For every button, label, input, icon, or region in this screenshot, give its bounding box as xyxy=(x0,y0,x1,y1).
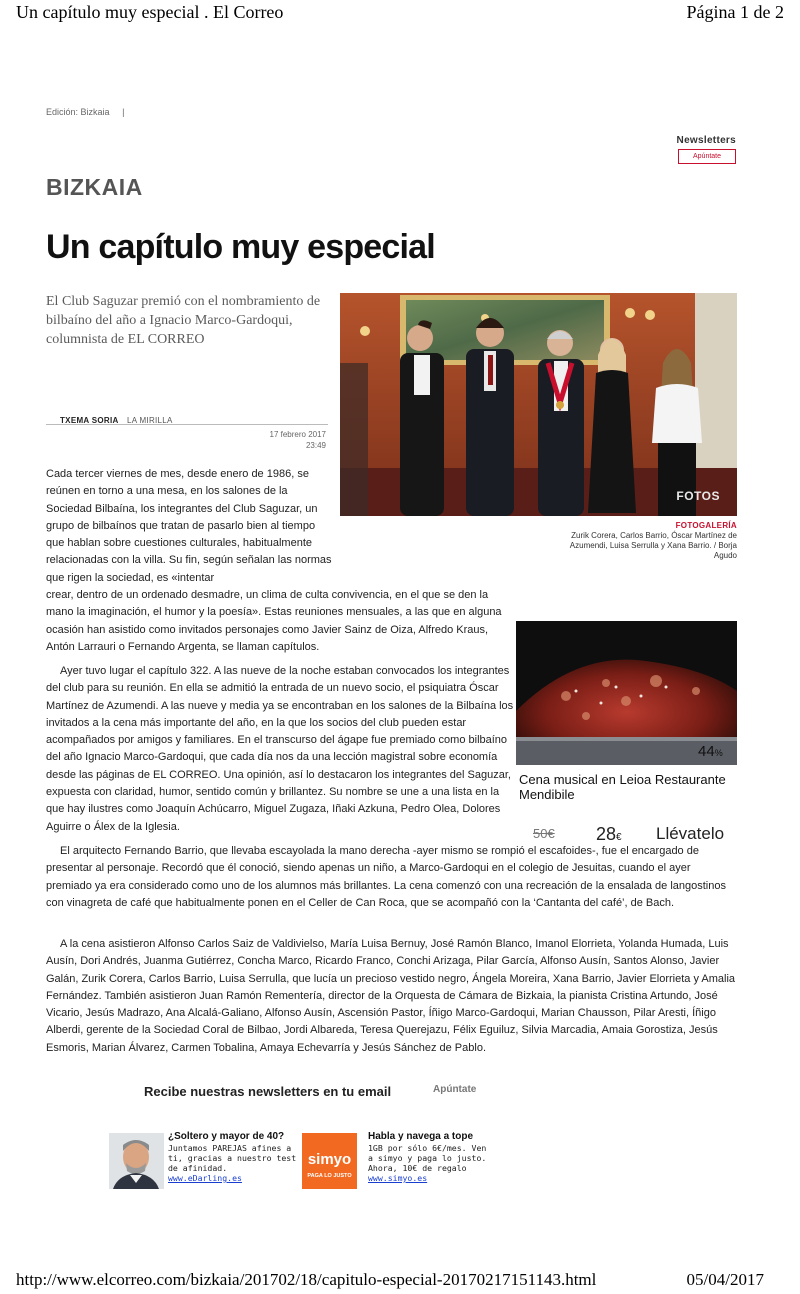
photo-caption: Zurik Corera, Carlos Barrio, Óscar Martínez de Azumendi, Luisa Serrulla y Xana Barrio. / Borja Agudo xyxy=(569,531,737,560)
paragraph-text: Ayer tuvo lugar el capítulo 322. A las nueve de la noche estaban convocados los integrantes del club para su reunión. En ella se admitió la entrada de un nuevo socio, el psiquiatra Óscar Martínez de Azumendi. A las nueve y media ya se encontraban en los salones de la Bilbaína los invitados a la cena más importante del año, en la que los socios del club pueden estar acompañados por amigos y familiares. En el transcurso del ágape fue premiado como bilbaíno del año Ignacio Marco-Gardoqui, que cada día nos da una lección magistral sobre economía desde las páginas de EL CORREO. Una opinión, así lo destacaron los integrantes del Saguzar, expuesta con claridad, humor, sentido común y brillantez. Su nombre se une a una lista en la que hay ilustres como Joaquín Achúcarro, Miguel Zugaza, Iñaki Azkuna, Pedro Olea, Dolores Aguirre o Álex de la Iglesia. xyxy=(46,665,514,833)
article-paragraph xyxy=(46,466,334,587)
print-footer-date: 05/04/2017 xyxy=(686,1270,764,1289)
simyo-brand: simyo xyxy=(307,1151,352,1168)
newsletters-label: Newsletters xyxy=(676,135,736,146)
paragraph-text: A la cena asistieron Alfonso Carlos Saiz de Valdivielso, María Luisa Bernuy, José Ramón Blanco, Imanol Elorrieta, Yolanda Humada, Luis Ausín, Dori Andrés, Juanma Gutiérrez, Concha Marco, Ricardo Franco, Conchi Arizaga, Pilar García, Alfonso Ausín, Santos Alonso, Javier Galán, Zurik Corera, Carlos Barrio, Luisa Serrulla, que lucía un precioso vestido negro, Ángela Moreira, Xana Barrio, Javier Elorrieta y Amalia Fernández. También asistieron Juan Ramón Rementería, director de la Orquesta de Cámara de Bizkaia, la pianista Cristina Artundo, José Vicario, Jesús Madrazo, Ana Alcalá-Galiano, Alfonso Ausín, Ascensión Pastor, Íñigo Marco-Gardoqui, Marian Chausson, Pilar Aresti, Íñigo Alberdi, gerente de la Sociedad Coral de Bilbao, Jordi Albareda, Teresa Querejazu, Félix Eguiluz, Silvia Marcadia, Amaia Gorostiza, Jesús Esmoris, Marian Álvarez, Carmen Tobalina, Amaya Echevarría y Jesús Sánchez de Pablo. xyxy=(46,938,736,1054)
ad-edarling[interactable] xyxy=(168,1131,298,1183)
ad-simyo-logo[interactable] xyxy=(302,1133,357,1189)
ad-description: 1GB por sólo 6€/mes. Ven a simyo y paga lo justo. Ahora, 10€ de regalo xyxy=(368,1143,487,1173)
paragraph-text: Cada tercer viernes de mes, desde enero de 1986, se reúnen en torno a una mesa, en los salones de la Sociedad Bilbaína, los integrantes del Club Saguzar, un grupo de bilbaínos que tratan de pasarlo bien al tiempo que hablan sobre cuestiones culturales, habitualmente relacionadas con la villa. Su fin, según señalan las normas que rigen la sociedad, es «intentar xyxy=(46,468,332,584)
paragraph-text: El arquitecto Fernando Barrio, que llevaba escayolada la mano derecha -ayer mismo se rompió el escafoides-, fue el encargado de presentar al personaje. Recordó que él conoció, siendo apenas un niño, a Marco-Gardoqui en el colegio de Jesuitas, cuando el ayer premiado ya era considerado como uno de los alumnos más brillantes. La cena comenzó con una recreación de la ensalada de langostinos con vinagreta de café que habitualmente ponen en el Celler de Can Roca, que se acompañó con la ‘Cantanta del café’, de Bach. xyxy=(46,845,726,909)
promo-title[interactable]: Cena musical en Leioa Restaurante Mendibile xyxy=(519,772,726,802)
promo-old-price: 50€ xyxy=(533,826,555,841)
promo-discount-badge xyxy=(698,743,723,760)
paragraph-text: crear, dentro de un ordenado desmadre, un clima de culta convivencia, en el que se den la mano la imaginación, el humor y la poesía». Estas reuniones mensuales, a las que en alguna ocasión han asistido como invitados personajes como Javier Sainz de Oiza, Alfredo Kraus, Antón Larrauri o Fernando Argenta, se llaman capítulos. xyxy=(46,589,502,653)
section-title[interactable]: BIZKAIA xyxy=(46,174,143,200)
newsletter-promo-text: Recibe nuestras newsletters en tu email xyxy=(144,1084,392,1099)
simyo-tagline: PAGA LO JUSTO xyxy=(307,1173,352,1179)
article-paragraph xyxy=(46,663,516,836)
edition-label: Edición: xyxy=(46,107,79,117)
publish-time: 23:49 xyxy=(305,441,326,450)
publish-date: 17 febrero 2017 xyxy=(269,430,326,439)
edition-value[interactable]: Bizkaia xyxy=(80,107,110,117)
photo-gallery-label[interactable]: FOTOGALERÍA xyxy=(675,521,737,530)
ad-link[interactable]: www.simyo.es xyxy=(368,1173,428,1183)
ad-title[interactable]: ¿Soltero y mayor de 40? xyxy=(168,1131,285,1142)
ad-simyo[interactable] xyxy=(368,1131,493,1183)
ad-title[interactable]: Habla y navega a tope xyxy=(368,1131,474,1142)
ad-link[interactable]: www.eDarling.es xyxy=(168,1173,242,1183)
article-headline: Un capítulo muy especial xyxy=(46,228,435,266)
promo-new-price xyxy=(596,824,622,845)
price-value: 28 xyxy=(596,824,617,844)
newsletter-signup-button[interactable]: Apúntate xyxy=(678,149,736,164)
edition-selector[interactable] xyxy=(46,107,124,117)
discount-value: 44 xyxy=(698,743,715,760)
photos-overlay-label[interactable]: FOTOS xyxy=(676,489,720,503)
ad-description: Juntamos PAREJAS afines a ti, gracias a nuestro test de afinidad. xyxy=(168,1143,297,1173)
print-page-number: Página 1 de 2 xyxy=(686,2,784,22)
promo-buy-button[interactable]: Llévatelo xyxy=(656,824,725,843)
discount-unit: % xyxy=(714,748,723,758)
newsletter-signup-link[interactable]: Apúntate xyxy=(433,1084,477,1095)
author-name[interactable]: TXEMA SORIA xyxy=(60,416,119,425)
print-header-title: Un capítulo muy especial . El Correo xyxy=(16,2,284,22)
price-currency: € xyxy=(616,832,622,843)
edition-separator: | xyxy=(122,107,125,117)
article-paragraph xyxy=(46,843,738,912)
print-footer-url: http://www.elcorreo.com/bizkaia/201702/18/capitulo-especial-20170217151143.html xyxy=(16,1270,597,1289)
article-subheadline: El Club Saguzar premió con el nombramiento de bilbaíno del año a Ignacio Marco-Gardoqui, columnista de EL CORREO xyxy=(46,294,321,347)
article-paragraph xyxy=(46,587,516,656)
article-photo[interactable] xyxy=(340,293,737,516)
ad-edarling-photo[interactable] xyxy=(109,1133,164,1189)
article-paragraph xyxy=(46,936,738,1057)
blog-name[interactable]: LA MIRILLA xyxy=(127,416,173,425)
